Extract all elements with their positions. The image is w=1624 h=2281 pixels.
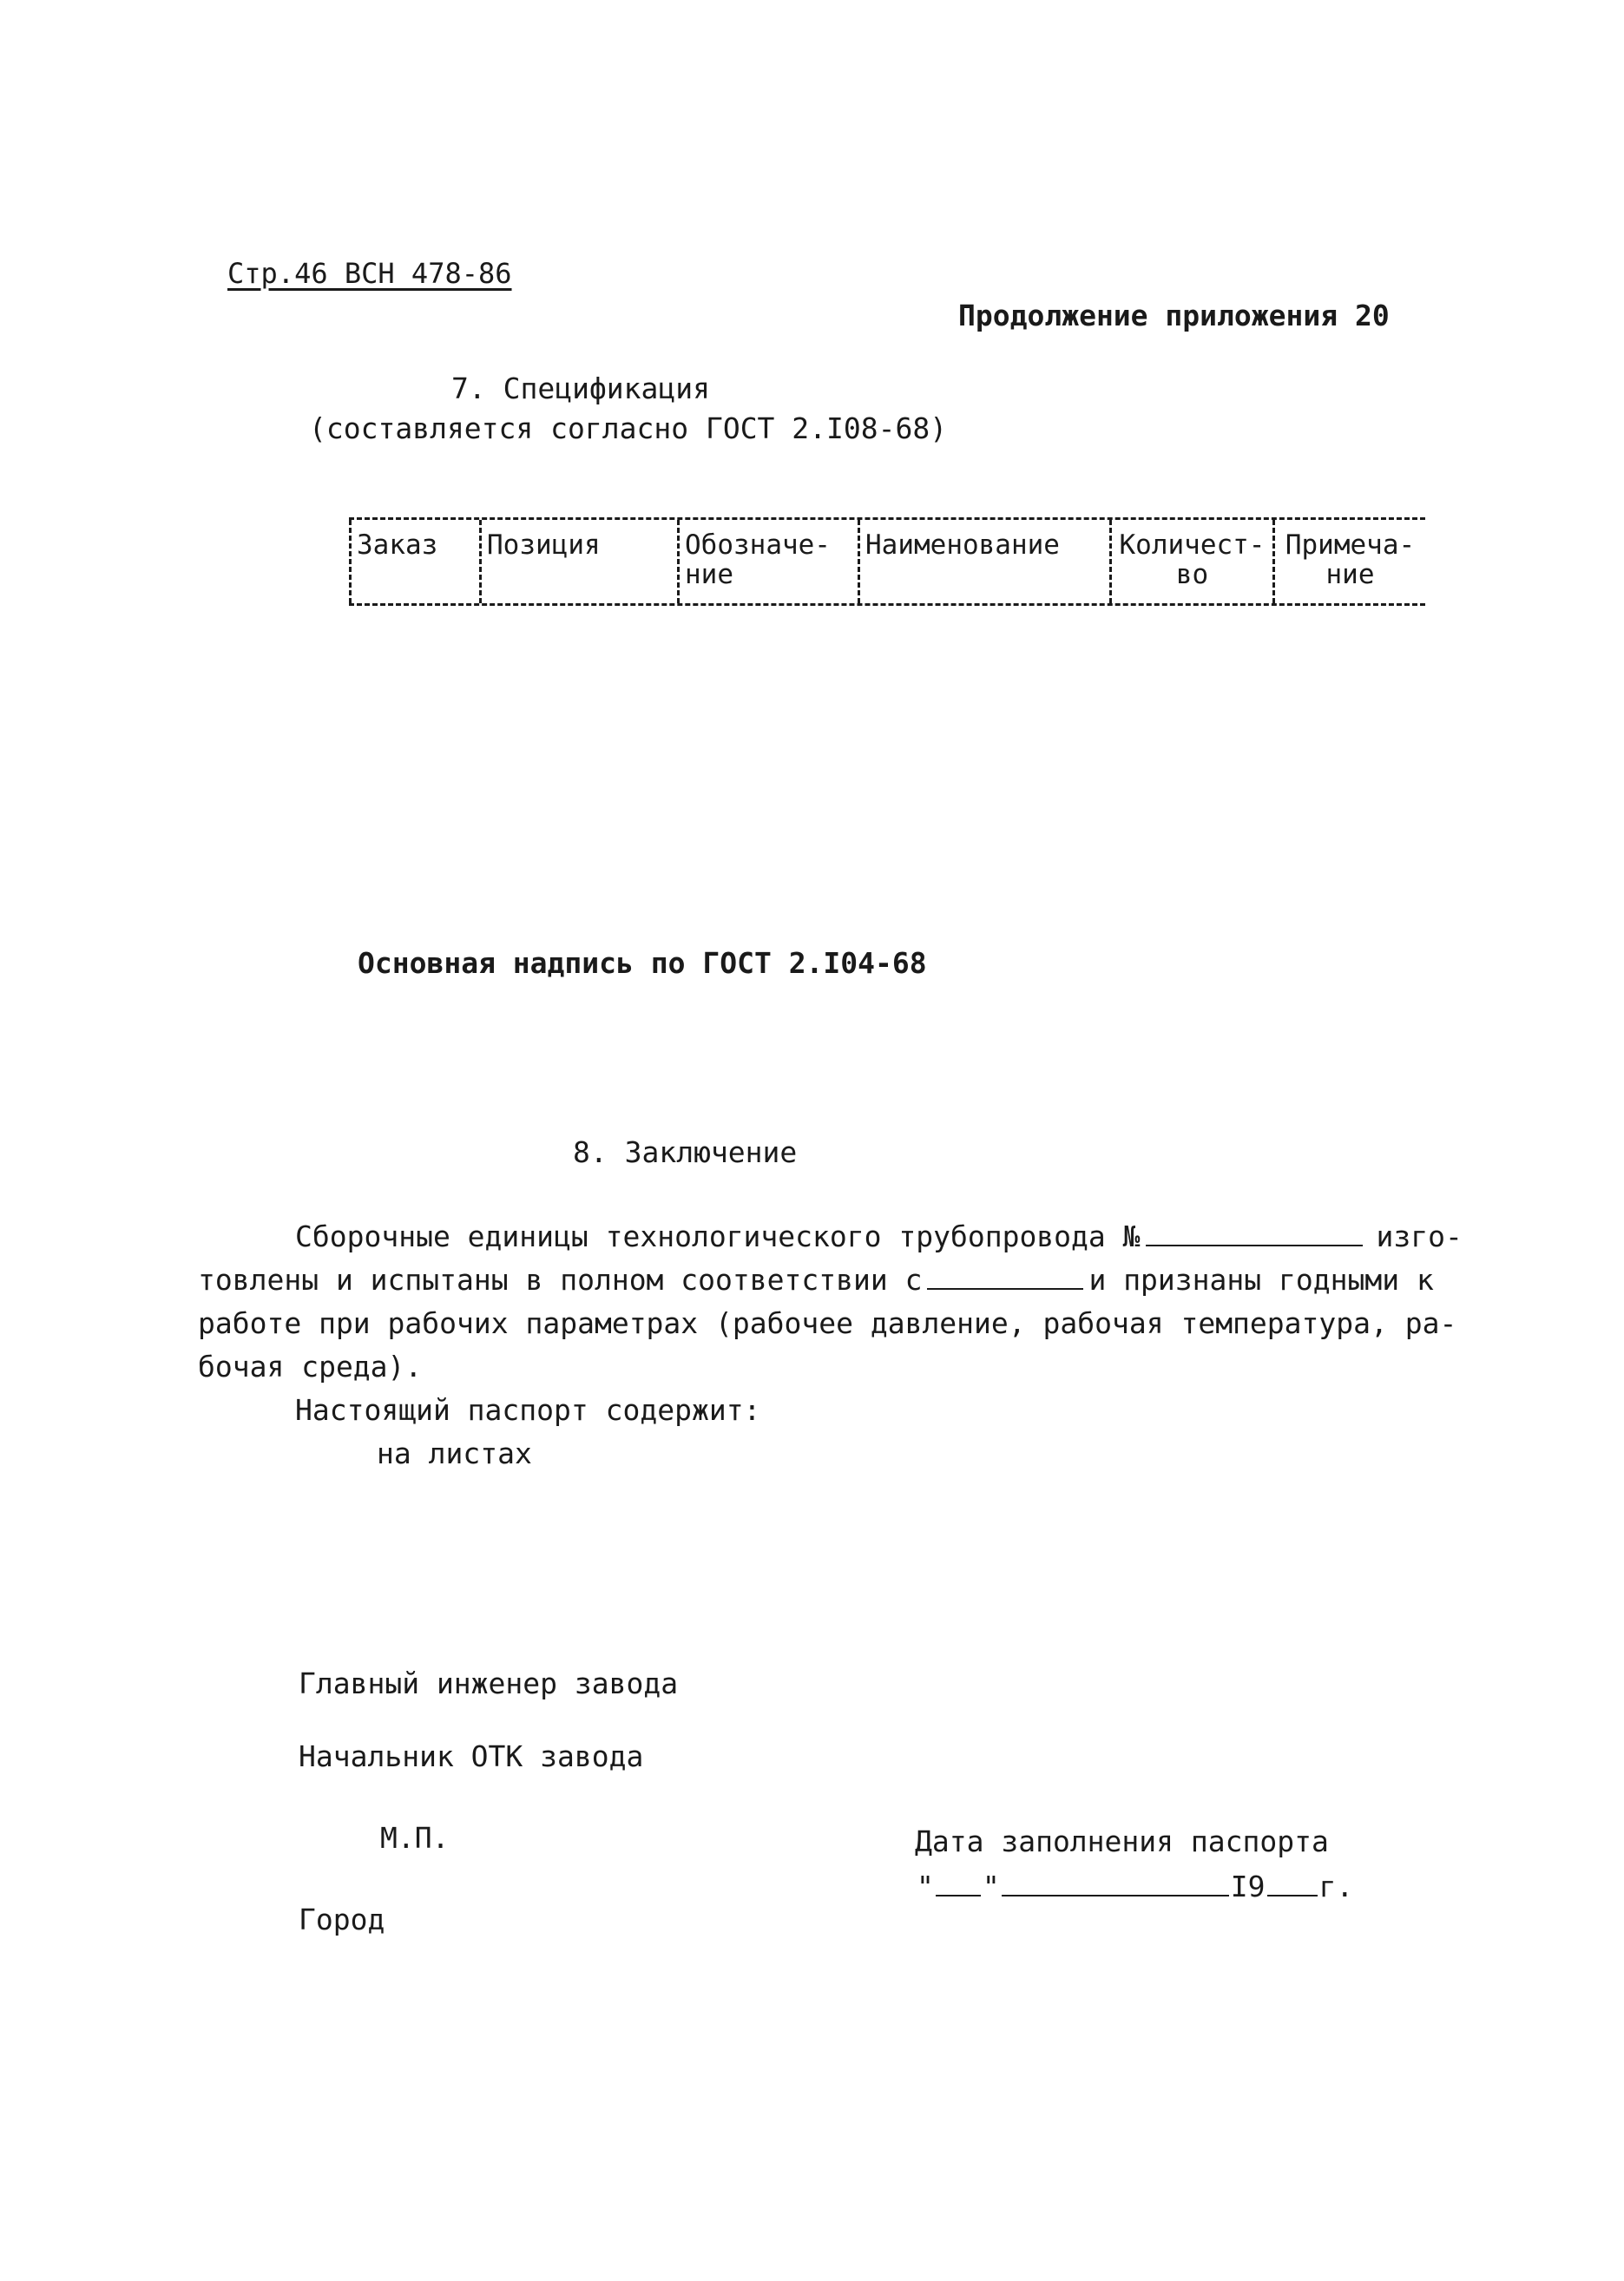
spec-header-note-2: ние	[1325, 559, 1375, 590]
date-year-blank[interactable]	[1267, 1866, 1318, 1896]
spec-header-quantity-1: Количест-	[1119, 529, 1266, 561]
conclusion-line-5: Настоящий паспорт содержит:	[295, 1393, 761, 1427]
spec-header-position: Позиция	[487, 529, 601, 561]
section-7-subtitle: (составляется согласно ГОСТ 2.I08-68)	[309, 411, 948, 445]
city-label: Город	[299, 1903, 385, 1936]
date-month-blank[interactable]	[1002, 1866, 1229, 1896]
spec-header-name: Наименование	[865, 529, 1060, 561]
specification-table	[349, 517, 1425, 606]
date-quote-close: "	[982, 1870, 1000, 1903]
spec-header-quantity-2: во	[1175, 559, 1209, 590]
spec-col-name	[858, 520, 1109, 603]
spec-col-quantity	[1109, 520, 1272, 603]
spec-col-note	[1272, 520, 1425, 603]
spec-col-position	[479, 520, 677, 603]
date-label: Дата заполнения паспорта	[915, 1824, 1329, 1858]
conclusion-text-2b: и признаны годными к	[1088, 1263, 1434, 1297]
section-8-title: 8. Заключение	[573, 1135, 798, 1169]
spec-header-designation-1: Обозначе-	[685, 529, 831, 561]
spec-header-order: Заказ	[357, 529, 438, 561]
date-day-blank[interactable]	[936, 1866, 981, 1896]
chief-engineer-label: Главный инженер завода	[299, 1666, 679, 1700]
conclusion-text-2a: товлены и испытаны в полном соответствии с	[198, 1263, 923, 1297]
spec-col-designation	[677, 520, 858, 603]
spec-header-designation-2: ние	[685, 559, 733, 590]
conclusion-line-1	[198, 1215, 1463, 1259]
conclusion-line-2	[198, 1259, 1434, 1302]
conclusion-line-4: бочая среда).	[198, 1350, 423, 1384]
conclusion-line-6: на листах	[377, 1436, 532, 1470]
title-block-note: Основная надпись по ГОСТ 2.I04-68	[358, 946, 927, 980]
conclusion-line-3: работе при рабочих параметрах (рабочее давление, рабочая температура, ра-	[198, 1306, 1457, 1340]
date-quote-open: "	[917, 1870, 934, 1903]
seal-label: М.П.	[380, 1821, 450, 1855]
conclusion-text-1b: изго-	[1376, 1219, 1463, 1253]
date-year-prefix: I9	[1230, 1870, 1266, 1903]
spec-col-order	[349, 520, 479, 603]
continuation-label: Продолжение приложения 20	[958, 299, 1390, 332]
pipeline-number-blank[interactable]	[1146, 1216, 1363, 1246]
qc-head-label: Начальник ОТК завода	[299, 1739, 644, 1773]
date-year-suffix: г.	[1318, 1870, 1354, 1903]
date-fill-line	[917, 1866, 1353, 1903]
conclusion-text-1a: Сборочные единицы технологического трубопровода №	[295, 1219, 1141, 1253]
page-reference: Стр.46 ВСН 478-86	[227, 257, 512, 290]
conclusion-paragraph	[198, 1215, 1463, 1476]
spec-header-note-1: Примеча-	[1285, 529, 1416, 561]
section-7-title: 7. Спецификация	[451, 371, 711, 405]
standard-blank[interactable]	[927, 1259, 1083, 1290]
